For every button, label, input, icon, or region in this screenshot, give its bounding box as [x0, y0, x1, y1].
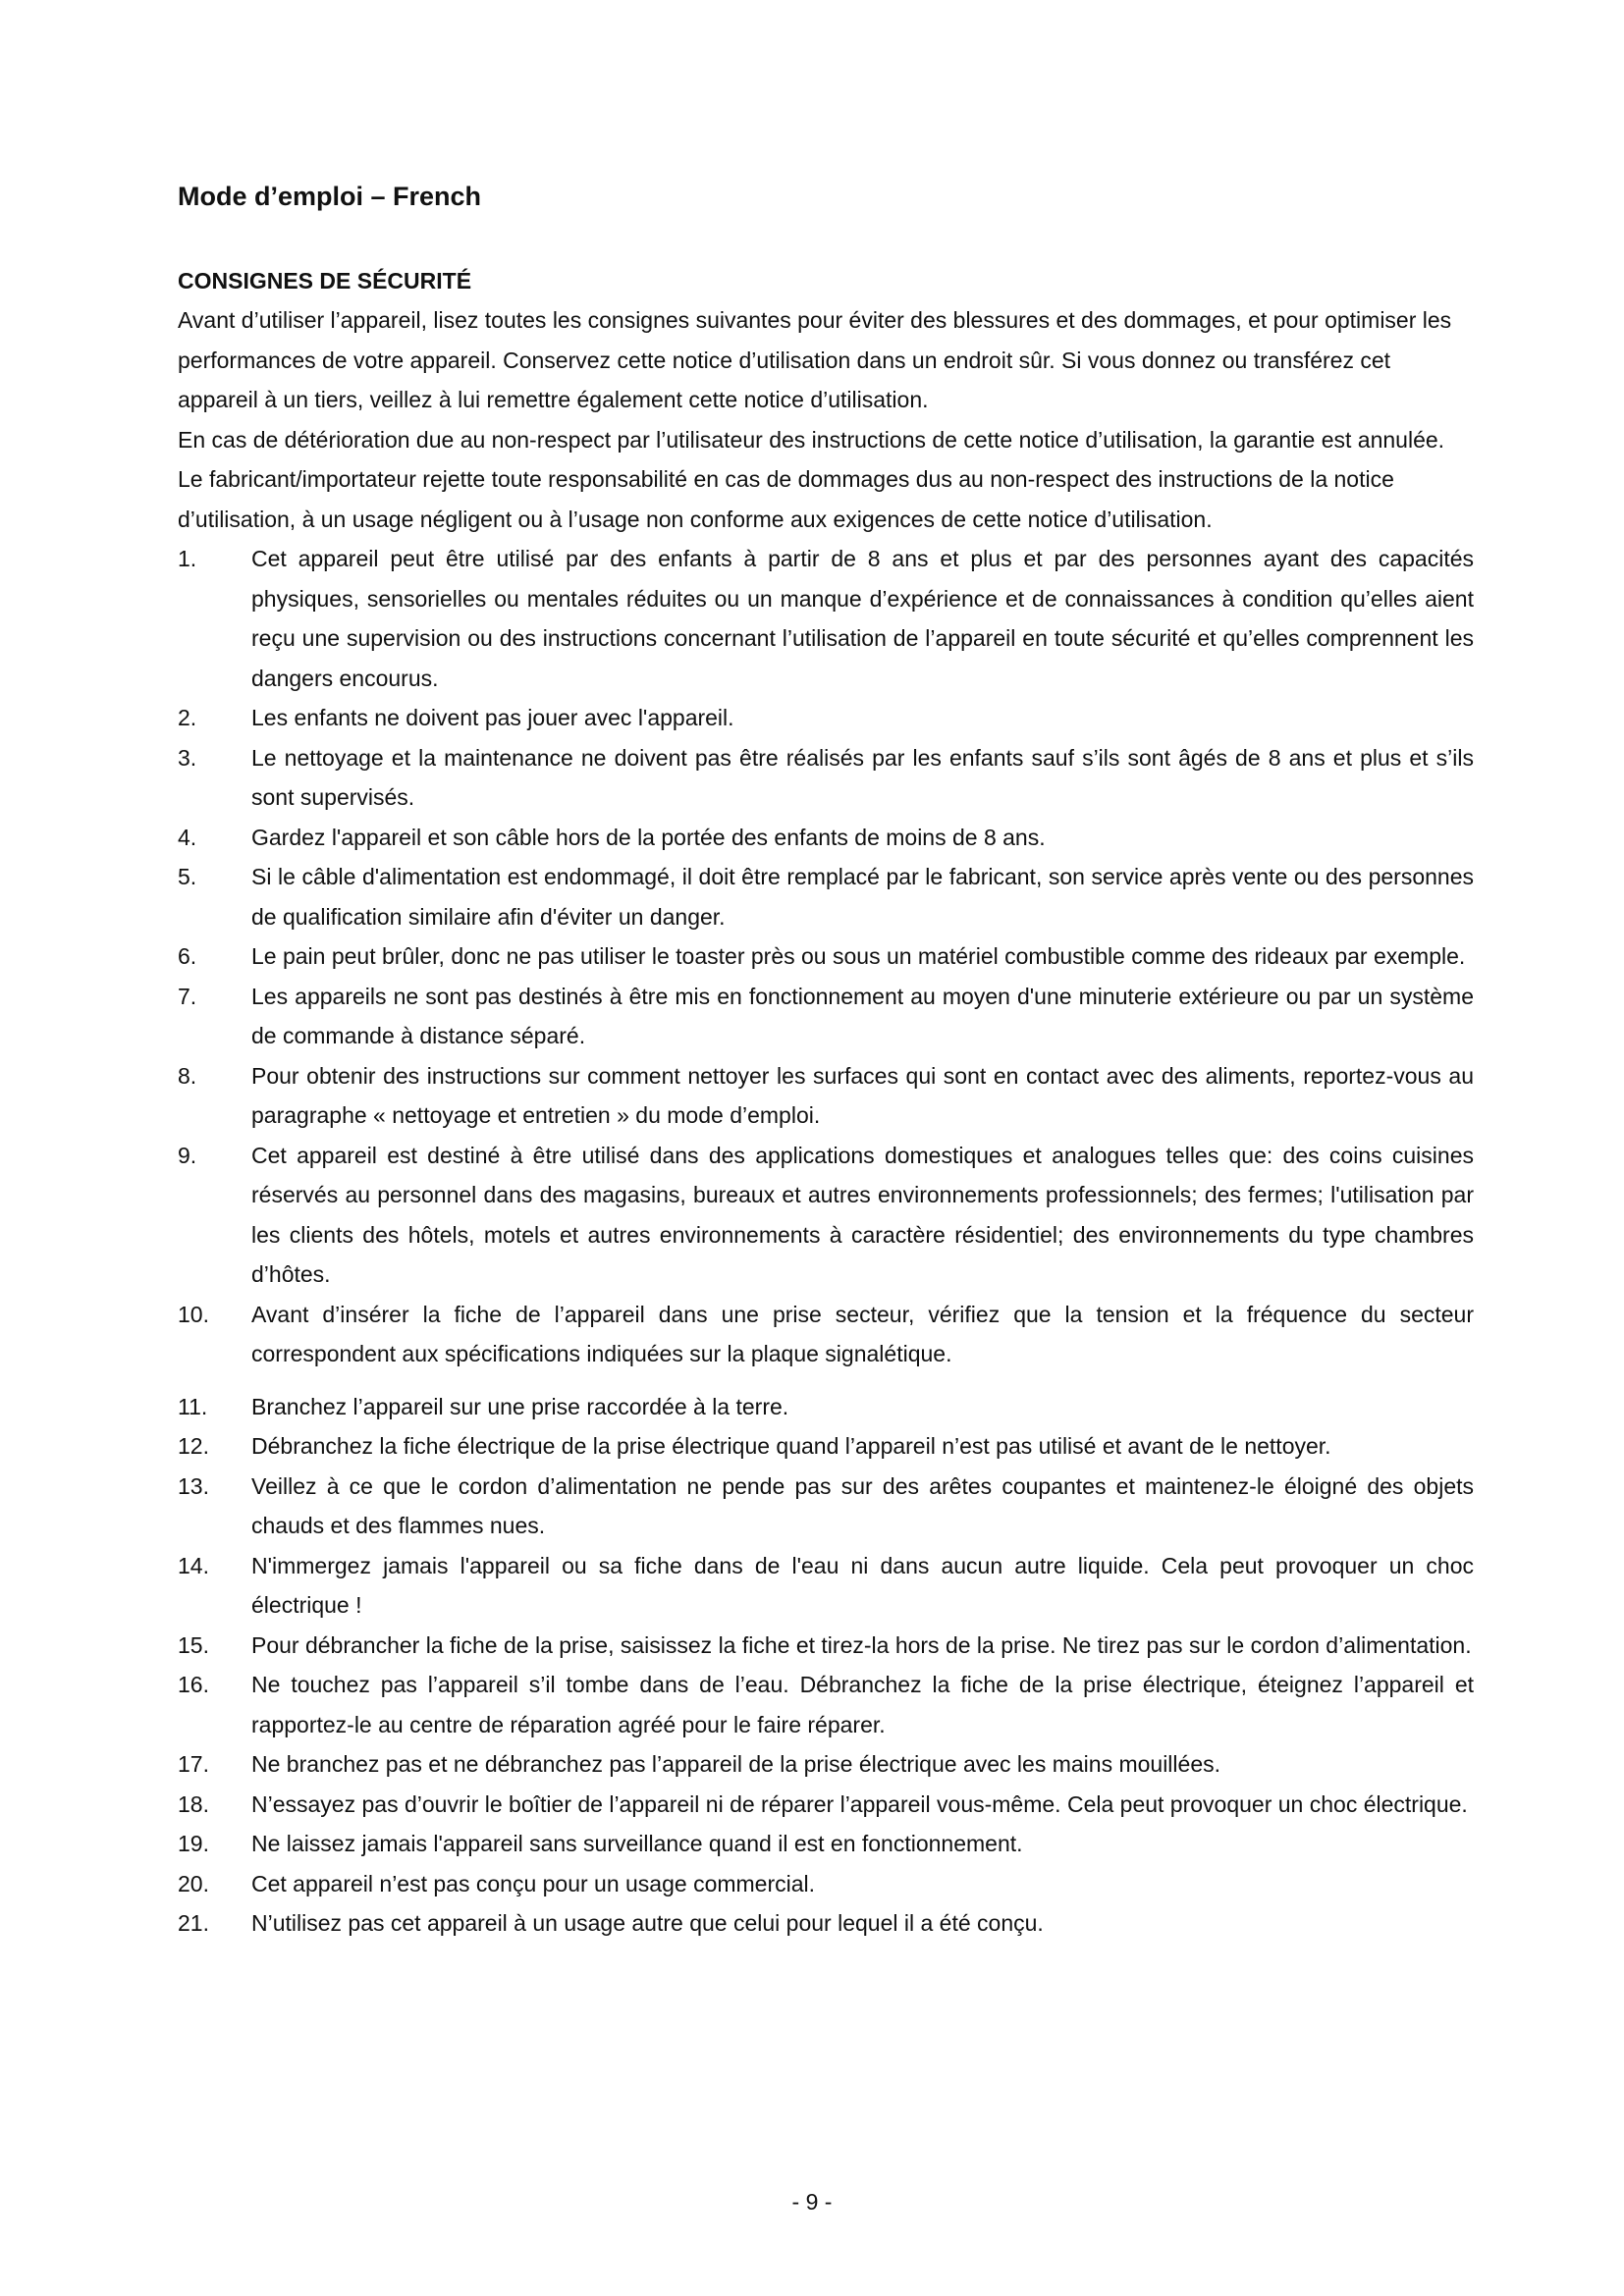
item-number: 17.	[178, 1751, 209, 1777]
list-item	[178, 857, 1474, 936]
item-number: 16.	[178, 1672, 209, 1697]
item-number: 6.	[178, 943, 197, 969]
item-number: 11.	[178, 1393, 208, 1419]
section-heading: CONSIGNES DE SÉCURITÉ	[178, 268, 472, 294]
list-item	[178, 738, 1474, 818]
list-item	[178, 1864, 1474, 1904]
intro-paragraph: En cas de détérioration due au non-respect par l’utilisateur des instructions de cette notice d’utilisation, la garantie est annulée. Le fabricant/importateur rejette toute responsabilité en cas de dommages dus au non-respect des instructions de la notice d’utilisation, à un usage négligent ou à l’usage non conforme aux exigences de cette notice d’utilisation.	[178, 426, 1445, 532]
list-item	[178, 1387, 1474, 1427]
item-number: 14.	[178, 1552, 209, 1578]
item-text: Avant d’insérer la fiche de l’appareil dans une prise secteur, vérifiez que la tension et la fréquence du secteur correspondent aux spécifications indiquées sur la plaque signalétique.	[251, 1301, 1474, 1366]
item-text: Le pain peut brûler, donc ne pas utiliser le toaster près ou sous un matériel combustible comme des rideaux par exemple.	[251, 943, 1466, 969]
item-text: Veillez à ce que le cordon d’alimentation ne pende pas sur des arêtes coupantes et maintenez-le éloigné des objets chauds et des flammes nues.	[251, 1472, 1474, 1538]
document-title: Mode d’emploi – French	[178, 182, 482, 211]
item-number: 7.	[178, 983, 197, 1009]
list-item	[178, 1295, 1474, 1374]
item-text: Si le câble d'alimentation est endommagé, il doit être remplacé par le fabricant, son service après vente ou des personnes de qualification similaire afin d'éviter un danger.	[251, 864, 1474, 930]
list-item	[178, 818, 1474, 858]
item-number: 21.	[178, 1910, 209, 1936]
list-item	[178, 1785, 1474, 1825]
item-number: 19.	[178, 1831, 209, 1856]
item-text: Gardez l'appareil et son câble hors de la portée des enfants de moins de 8 ans.	[251, 824, 1046, 850]
list-item	[178, 1467, 1474, 1546]
safety-instructions-list	[178, 539, 1474, 1944]
item-text: Branchez l’appareil sur une prise raccordée à la terre.	[251, 1393, 789, 1419]
list-item	[178, 1665, 1474, 1744]
item-number: 10.	[178, 1301, 209, 1327]
item-number: 4.	[178, 824, 197, 850]
item-text: N'immergez jamais l'appareil ou sa fiche dans de l'eau ni dans aucun autre liquide. Cela peut provoquer un choc électrique !	[251, 1552, 1474, 1618]
item-text: Débranchez la fiche électrique de la prise électrique quand l’appareil n’est pas utilisé et avant de le nettoyer.	[251, 1433, 1331, 1459]
item-text: Cet appareil peut être utilisé par des enfants à partir de 8 ans et plus et par des personnes ayant des capacités physiques, sensorielles ou mentales réduites ou un manque d’expérience et de connaissances à condition qu’elles aient reçu une supervision ou des instructions concernant l’utilisation de l’appareil en toute sécurité et qu’elles comprennent les dangers encourus.	[251, 546, 1474, 691]
list-item	[178, 1056, 1474, 1136]
list-item	[178, 1824, 1474, 1864]
item-text: Cet appareil est destiné à être utilisé dans des applications domestiques et analogues telles que: des coins cuisines réservés au personnel dans des magasins, bureaux et autres environnements professionnels; des fermes; l'utilisation par les clients des hôtels, motels et autres environnements à caractère résidentiel; des environnements du type chambres d’hôtes.	[251, 1142, 1474, 1287]
item-text: N’utilisez pas cet appareil à un usage autre que celui pour lequel il a été conçu.	[251, 1910, 1044, 1936]
list-item	[178, 936, 1474, 977]
list-item	[178, 1626, 1474, 1666]
list-item	[178, 1546, 1474, 1626]
intro-paragraphs	[178, 300, 1474, 539]
item-text: Les enfants ne doivent pas jouer avec l'appareil.	[251, 705, 734, 730]
item-text: Ne touchez pas l’appareil s’il tombe dans de l’eau. Débranchez la fiche de la prise électrique, éteignez l’appareil et rapportez-le au centre de réparation agréé pour le faire réparer.	[251, 1672, 1474, 1737]
item-number: 12.	[178, 1433, 209, 1459]
item-number: 1.	[178, 546, 197, 571]
list-item	[178, 698, 1474, 738]
item-number: 2.	[178, 705, 197, 730]
item-number: 5.	[178, 864, 197, 889]
document-page	[178, 177, 1474, 1944]
item-number: 13.	[178, 1472, 209, 1499]
item-number: 15.	[178, 1631, 209, 1658]
item-text: Le nettoyage et la maintenance ne doivent pas être réalisés par les enfants sauf s’ils sont âgés de 8 ans et plus et s’ils sont supervisés.	[251, 744, 1474, 810]
item-text: Pour obtenir des instructions sur comment nettoyer les surfaces qui sont en contact avec des aliments, reportez-vous au paragraphe « nettoyage et entretien » du mode d’emploi.	[251, 1062, 1474, 1128]
list-item	[178, 1903, 1474, 1944]
item-text: N’essayez pas d’ouvrir le boîtier de l’appareil ni de réparer l’appareil vous-même. Cela peut provoquer un choc électrique.	[251, 1790, 1468, 1817]
page-number: - 9 -	[791, 2189, 833, 2215]
list-item	[178, 1136, 1474, 1295]
intro-paragraph: Avant d’utiliser l’appareil, lisez toutes les consignes suivantes pour éviter des blessures et des dommages, et pour optimiser les performances de votre appareil. Conservez cette notice d’utilisation dans un endroit sûr. Si vous donnez ou transférez cet appareil à un tiers, veillez à lui remettre également cette notice d’utilisation.	[178, 307, 1452, 412]
item-number: 8.	[178, 1062, 197, 1089]
list-item	[178, 977, 1474, 1056]
item-number: 20.	[178, 1870, 209, 1896]
list-item	[178, 1744, 1474, 1785]
item-number: 9.	[178, 1142, 197, 1168]
item-text: Ne laissez jamais l'appareil sans surveillance quand il est en fonctionnement.	[251, 1831, 1023, 1856]
list-item	[178, 1426, 1474, 1467]
item-text: Ne branchez pas et ne débranchez pas l’appareil de la prise électrique avec les mains mouillées.	[251, 1751, 1221, 1777]
item-number: 18.	[178, 1790, 209, 1817]
item-text: Pour débrancher la fiche de la prise, saisissez la fiche et tirez-la hors de la prise. Ne tirez pas sur le cordon d’alimentation.	[251, 1631, 1472, 1658]
item-number: 3.	[178, 744, 197, 771]
list-item	[178, 539, 1474, 698]
item-text: Les appareils ne sont pas destinés à être mis en fonctionnement au moyen d'une minuterie extérieure ou par un système de commande à distance séparé.	[251, 983, 1474, 1048]
item-text: Cet appareil n’est pas conçu pour un usage commercial.	[251, 1870, 816, 1896]
